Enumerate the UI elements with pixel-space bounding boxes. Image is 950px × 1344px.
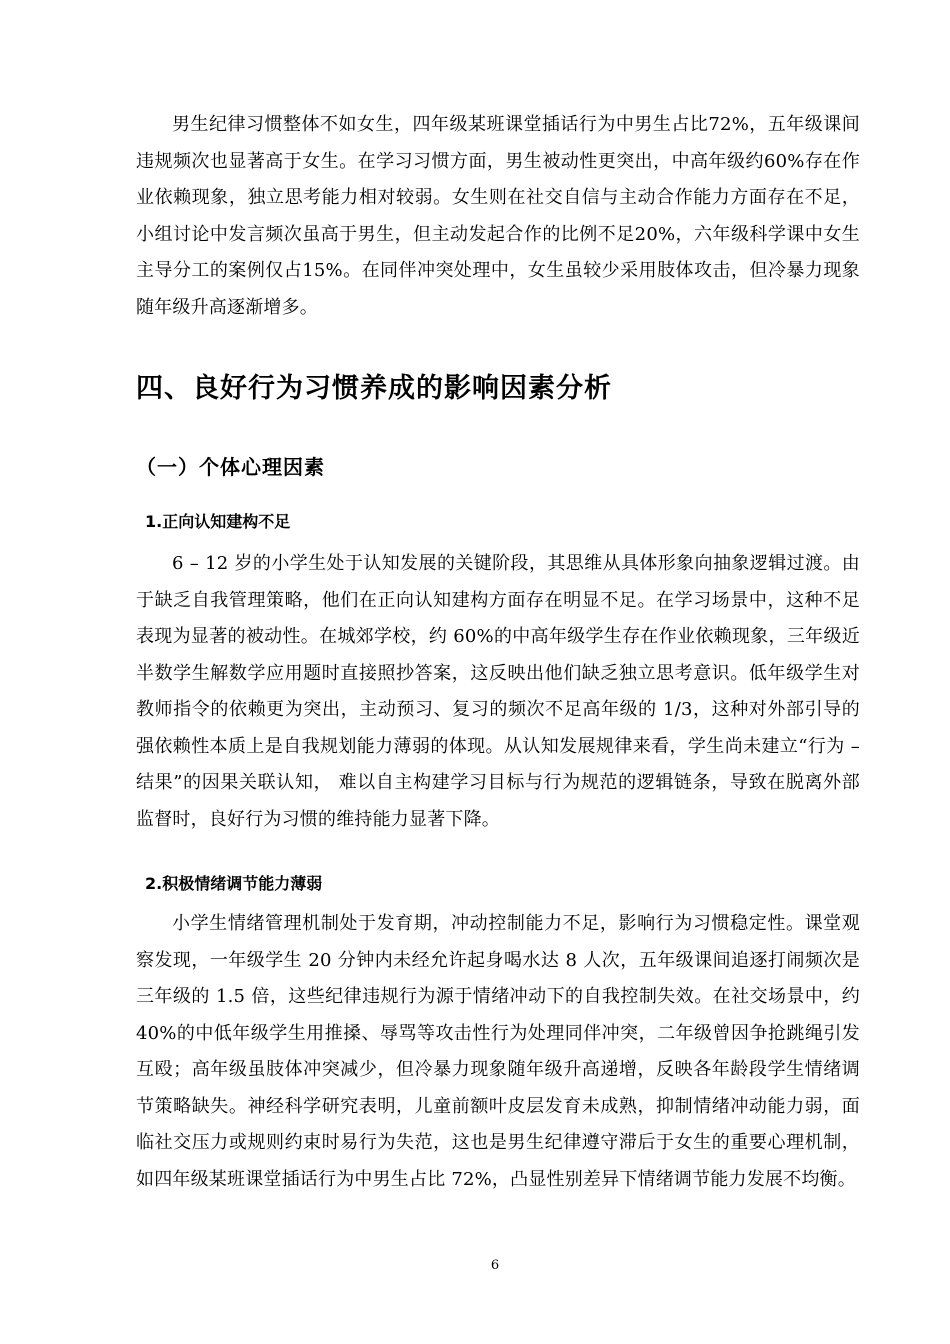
subsection-heading: （一）个体心理因素 [136, 455, 325, 479]
item2-heading: 2.积极情绪调节能力薄弱 [145, 874, 323, 893]
item1-heading: 1.正向认知建构不足 [145, 512, 291, 531]
section-heading: 四、良好行为习惯养成的影响因素分析 [136, 373, 612, 404]
paragraph-cognitive-construction: 6 – 12 岁的小学生处于认知发展的关键阶段，其思维从具体形象向抽象逻辑过渡。由于缺乏自我管理策略，他们在正向认知建构方面存在明显不足。在学习场景中，这种不足表现为显著的被动性。在城郊学校，约 60%的中高年级学生存在作业依赖现象，三年级近半数学生解数学应用题时直接照抄答案，这反映出他们缺乏独立思考意识。低年级学生对教师指令的依赖更为突出，主动预习、复习的频次不足高年级的 1/3，这种对外部引导的强依赖性本质上是自我规划能力薄弱的体现。从认知发展规律来看，学生尚未建立“行为 – 结果”的因果关联认知， 难以自主构建学习目标与行为规范的逻辑链条，导致在脱离外部监督时，良好行为习惯的维持能力显著下降。 [136, 553, 860, 830]
paragraph-emotion-regulation: 小学生情绪管理机制处于发育期，冲动控制能力不足，影响行为习惯稳定性。课堂观察发现，一年级学生 20 分钟内未经允许起身喝水达 8 人次，五年级课间追逐打闹频次是三年级的 1.5 倍，这些纪律违规行为源于情绪冲动下的自我控制失效。在社交场景中，约 40%的中低年级学生用推搡、辱骂等攻击性行为处理同伴冲突，二年级曾因争抢跳绳引发互殴；高年级虽肢体冲突减少，但冷暴力现象随年级升高递增，反映各年龄段学生情绪调节策略缺失。神经科学研究表明，儿童前额叶皮层发育未成熟，抑制情绪冲动能力弱，面临社交压力或规则约束时易行为失范，这也是男生纪律遵守滞后于女生的重要心理机制，如四年级某班课堂插话行为中男生占比 72%，凸显性别差异下情绪调节能力发展不均衡。 [136, 913, 860, 1190]
page-number: 6 [490, 1258, 500, 1273]
paragraph-gender-differences: 男生纪律习惯整体不如女生，四年级某班课堂插话行为中男生占比72%，五年级课间违规频次也显著高于女生。在学习习惯方面，男生被动性更突出，中高年级约60%存在作业依赖现象，独立思考能力相对较弱。女生则在社交自信与主动合作能力方面存在不足，小组讨论中发言频次虽高于男生，但主动发起合作的比例不足20%，六年级科学课中女生主导分工的案例仅占15%。在同伴冲突处理中，女生虽较少采用肢体攻击，但冷暴力现象随年级升高逐渐增多。 [136, 114, 860, 318]
